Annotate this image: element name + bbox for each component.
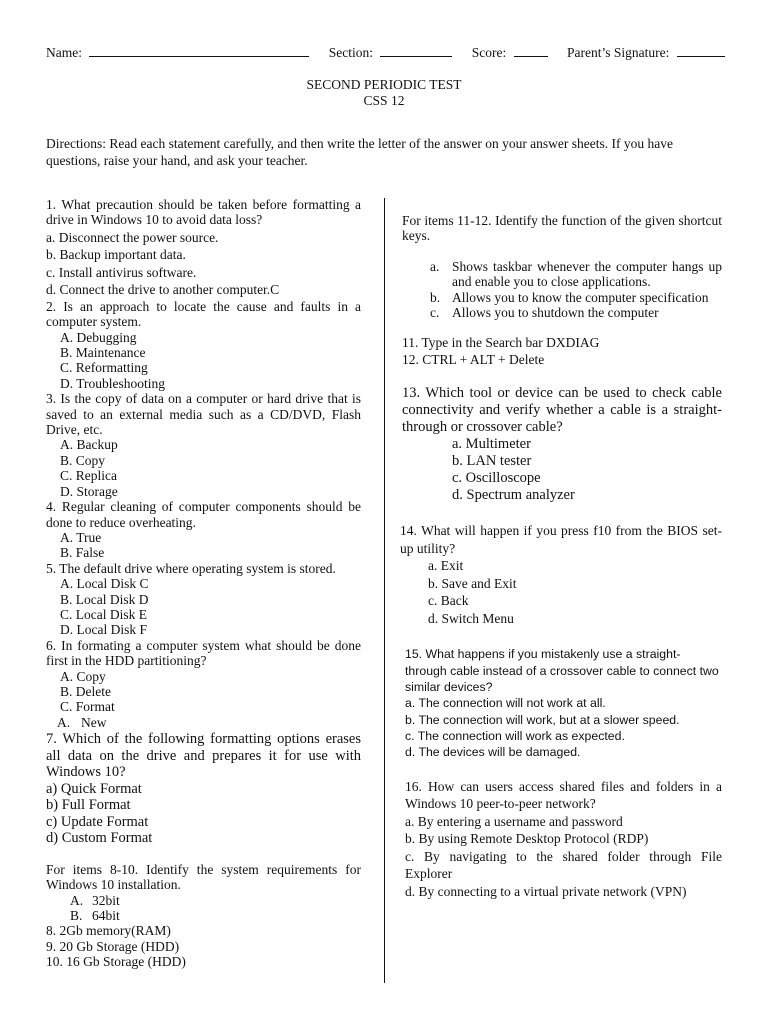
q2-option-b: B. Maintenance [60, 345, 146, 361]
item-11: 11. Type in the Search bar DXDIAG [402, 335, 600, 351]
item-12: 12. CTRL + ALT + Delete [402, 351, 545, 367]
q8-choice-b [70, 908, 361, 923]
test-subtitle: CSS 12 [363, 93, 405, 108]
items-11-12-intro: For items 11-12. Identify the function of the given shortcut keys. [402, 213, 722, 244]
q7-option-b: b) Full Format [46, 797, 131, 814]
item-10: 10. 16 Gb Storage (HDD) [46, 954, 186, 970]
q8-choice-b-label: B. [70, 907, 83, 923]
q5-option-d: D. Local Disk F [60, 622, 147, 638]
q11-choice-a-text: Shows taskbar whenever the computer hangs up and enable you to close applications. [452, 258, 722, 290]
q6-option-c: C. Format [60, 699, 115, 715]
question-6: 6. In formating a computer system what should be done first in the HDD partitioning? [46, 637, 361, 669]
question-16: 16. How can users access shared files and folders in a Windows 10 peer-to-peer network? [405, 778, 722, 812]
q6-last-text: New [81, 714, 107, 730]
q15-option-a: a. The connection will not work at all. [405, 696, 606, 711]
q3-option-d: D. Storage [60, 483, 118, 499]
q14-option-a: a. Exit [428, 558, 464, 574]
q7-option-c: c) Update Format [46, 813, 149, 830]
q16-option-b: b. By using Remote Desktop Protocol (RDP) [405, 831, 649, 847]
right-column [402, 213, 722, 900]
q11-choice-b [430, 290, 722, 305]
q8-choice-a-label: A. [70, 892, 84, 908]
test-title: SECOND PERIODIC TEST [306, 77, 462, 92]
q4-option-b: B. False [60, 545, 105, 561]
q4-option-a: A. True [60, 529, 102, 545]
q13-option-c: c. Oscilloscope [452, 470, 541, 487]
q13-option-b: b. LAN tester [452, 453, 532, 470]
q3-option-c: C. Replica [60, 468, 117, 484]
q16-option-a: a. By entering a username and password [405, 813, 623, 829]
q11-choice-c [430, 305, 722, 320]
question-4: 4. Regular cleaning of computer components should be done to reduce overheating. [46, 499, 361, 530]
question-13: 13. Which tool or device can be used to check cable connectivity and verify whether a cable is a straight-through or crossover cable? [402, 385, 722, 436]
q13-option-d: d. Spectrum analyzer [452, 487, 575, 504]
q8-choice-a-text: 32bit [92, 892, 120, 908]
q8-choice-a [70, 893, 361, 908]
q2-option-a: A. Debugging [60, 329, 137, 345]
q6-option-new [46, 715, 361, 730]
section-label: Section: [328, 45, 373, 60]
q7-option-a: a) Quick Format [46, 780, 142, 797]
name-blank[interactable] [89, 44, 309, 57]
items-8-10-intro: For items 8-10. Identify the system requirements for Windows 10 installation. [46, 861, 361, 893]
directions: Directions: Read each statement carefully, and then write the letter of the answer on your answer sheets. If you have questions, raise your hand, and ask your teacher. [46, 136, 674, 168]
q5-option-b: B. Local Disk D [60, 591, 149, 607]
question-3: 3. Is the copy of data on a computer or hard drive that is saved to an external media such as a CD/DVD, Flash Drive, etc. [46, 391, 361, 438]
q11-choice-b-text: Allows you to know the computer specification [452, 289, 709, 305]
name-label: Name: [46, 45, 82, 60]
q16-option-c: c. By navigating to the shared folder through File Explorer [405, 848, 722, 882]
q6-option-a: A. Copy [60, 668, 106, 684]
q5-option-c: C. Local Disk E [60, 606, 147, 622]
section-blank[interactable] [380, 44, 452, 57]
q3-option-b: B. Copy [60, 452, 106, 468]
q11-choice-a-label: a. [430, 258, 440, 274]
q2-option-c: C. Reformatting [60, 360, 148, 376]
item-8: 8. 2Gb memory(RAM) [46, 923, 171, 939]
q8-choice-b-text: 64bit [92, 907, 120, 923]
q11-choice-b-label: b. [430, 289, 441, 305]
q5-option-a: A. Local Disk C [60, 576, 149, 592]
score-label: Score: [471, 45, 507, 60]
q3-option-a: A. Backup [60, 437, 118, 453]
q2-option-d: D. Troubleshooting [60, 375, 166, 391]
q11-choice-c-text: Allows you to shutdown the computer [452, 305, 659, 321]
q1-option-a: a. Disconnect the power source. [46, 229, 219, 245]
q14-option-b: b. Save and Exit [428, 575, 517, 591]
left-column [46, 197, 361, 970]
q15-option-d: d. The devices will be damaged. [405, 745, 581, 760]
q11-choice-c-label: c. [430, 305, 440, 321]
question-2: 2. Is an approach to locate the cause and faults in a computer system. [46, 298, 361, 330]
q6-option-b: B. Delete [60, 683, 111, 699]
question-14: 14. What will happen if you press f10 from the BIOS set-up utility? [400, 523, 722, 556]
column-divider [384, 198, 385, 983]
q11-choice-a [430, 259, 722, 290]
q1-option-b: b. Backup important data. [46, 247, 186, 263]
q14-option-d: d. Switch Menu [428, 610, 514, 626]
q1-option-c: c. Install antivirus software. [46, 264, 197, 280]
q15-option-b: b. The connection will work, but at a slower speed. [405, 712, 680, 727]
question-1: 1. What precaution should be taken before formatting a drive in Windows 10 to avoid data loss? [46, 197, 361, 228]
q1-option-d: d. Connect the drive to another computer.C [46, 282, 280, 298]
q6-last-label: A. [57, 714, 71, 730]
header-fields [46, 44, 726, 61]
item-9: 9. 20 Gb Storage (HDD) [46, 938, 180, 954]
q13-option-a: a. Multimeter [452, 436, 531, 453]
q15-option-c: c. The connection will work as expected. [405, 728, 625, 743]
signature-label: Parent’s Signature: [567, 45, 670, 60]
question-15: 15. What happens if you mistakenly use a straight-through cable instead of a crossover cable to connect two similar devices? [405, 647, 719, 695]
q14-option-c: c. Back [428, 593, 469, 609]
q16-option-d: d. By connecting to a virtual private network (VPN) [405, 883, 687, 899]
question-5: 5. The default drive where operating system is stored. [46, 560, 336, 576]
signature-blank[interactable] [677, 44, 725, 57]
score-blank[interactable] [514, 44, 548, 57]
q7-option-d: d) Custom Format [46, 830, 153, 847]
question-7: 7. Which of the following formatting options erases all data on the drive and prepares it for use with Windows 10? [46, 731, 361, 781]
